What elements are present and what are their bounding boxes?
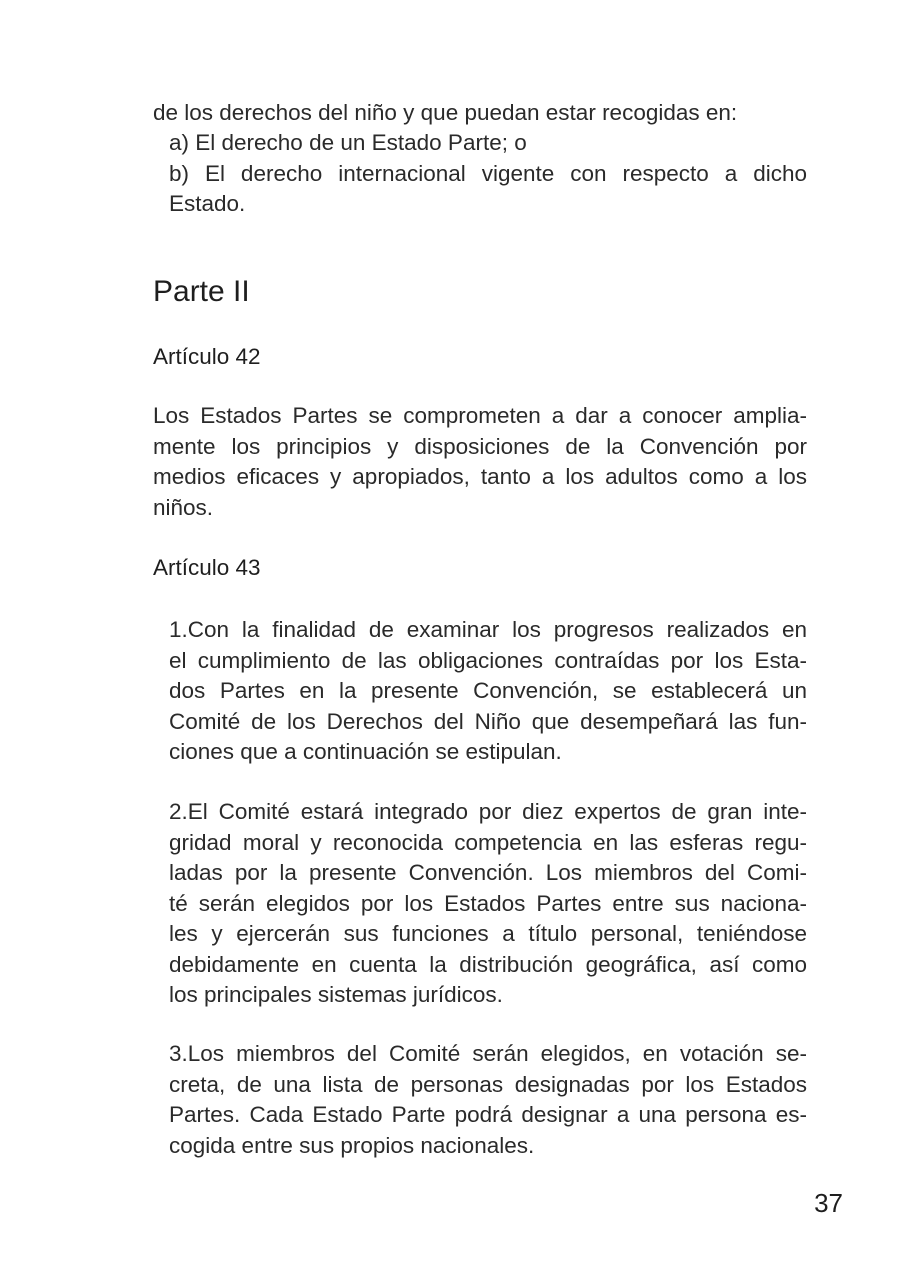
article-43-p2-line: té serán elegidos por los Estados Partes entre sus naciona- — [169, 890, 807, 916]
article-43-p2-line: gridad moral y reconocida competencia en las esferas regu- — [169, 829, 807, 855]
article-42-line: Los Estados Partes se comprometen a dar a conocer amplia- — [153, 403, 807, 428]
intro-item-b-line: Estado. — [169, 191, 246, 216]
article-43-p2-line: les y ejercerán sus funciones a título personal, teniéndose — [169, 921, 807, 946]
article-43-p1-line: Comité de los Derechos del Niño que desempeñará las fun- — [169, 708, 807, 734]
article-43-p3-line: creta, de una lista de personas designadas por los Estados — [169, 1071, 807, 1097]
article-42-line: mente los principios y disposiciones de la Convención por — [153, 433, 807, 459]
article-43-p3-line: 3.Los miembros del Comité serán elegidos, en votación se- — [169, 1041, 807, 1066]
article-42-line: niños. — [153, 494, 214, 520]
article-43-p1-line: dos Partes en la presente Convención, se establecerá un — [169, 678, 807, 703]
article-43-p1-line: 1.Con la finalidad de examinar los progresos realizados en — [169, 617, 807, 642]
page-number: 37 — [814, 1188, 843, 1218]
intro-item-b-line: b) El derecho internacional vigente con respecto a dicho — [169, 160, 807, 186]
article-43-p1-line: el cumplimiento de las obligaciones contraídas por los Esta- — [169, 647, 807, 673]
article-43-paragraph-3 — [169, 1039, 807, 1161]
article-42-line: medios eficaces y apropiados, tanto a los adultos como a los — [153, 464, 807, 489]
article-43-p2-line: 2.El Comité estará integrado por diez expertos de gran inte- — [169, 799, 807, 824]
article-43-p3-line: Partes. Cada Estado Parte podrá designar a una persona es- — [169, 1102, 807, 1127]
article-43-p1-line: ciones que a continuación se estipulan. — [169, 739, 562, 764]
article-43-p2-line: ladas por la presente Convención. Los miembros del Comi- — [169, 860, 807, 885]
article-43-p3-line: cogida entre sus propios nacionales. — [169, 1132, 535, 1158]
article-43-p2-line: los principales sistemas jurídicos. — [169, 982, 503, 1007]
article-42-heading: Artículo 42 — [153, 344, 261, 369]
article-43-heading: Artículo 43 — [153, 555, 261, 580]
intro-lead — [153, 98, 807, 129]
intro-lead-line: de los derechos del niño y que puedan estar recogidas en: — [153, 100, 738, 125]
article-43-paragraph-1 — [169, 615, 807, 768]
article-42-body — [153, 401, 807, 523]
intro-items — [169, 128, 807, 220]
article-43-p2-line: debidamente en cuenta la distribución geográfica, así como — [169, 951, 807, 977]
part-heading: Parte II — [153, 275, 250, 308]
article-43-paragraph-2 — [169, 797, 807, 1011]
intro-item-a: a) El derecho de un Estado Parte; o — [169, 130, 527, 155]
